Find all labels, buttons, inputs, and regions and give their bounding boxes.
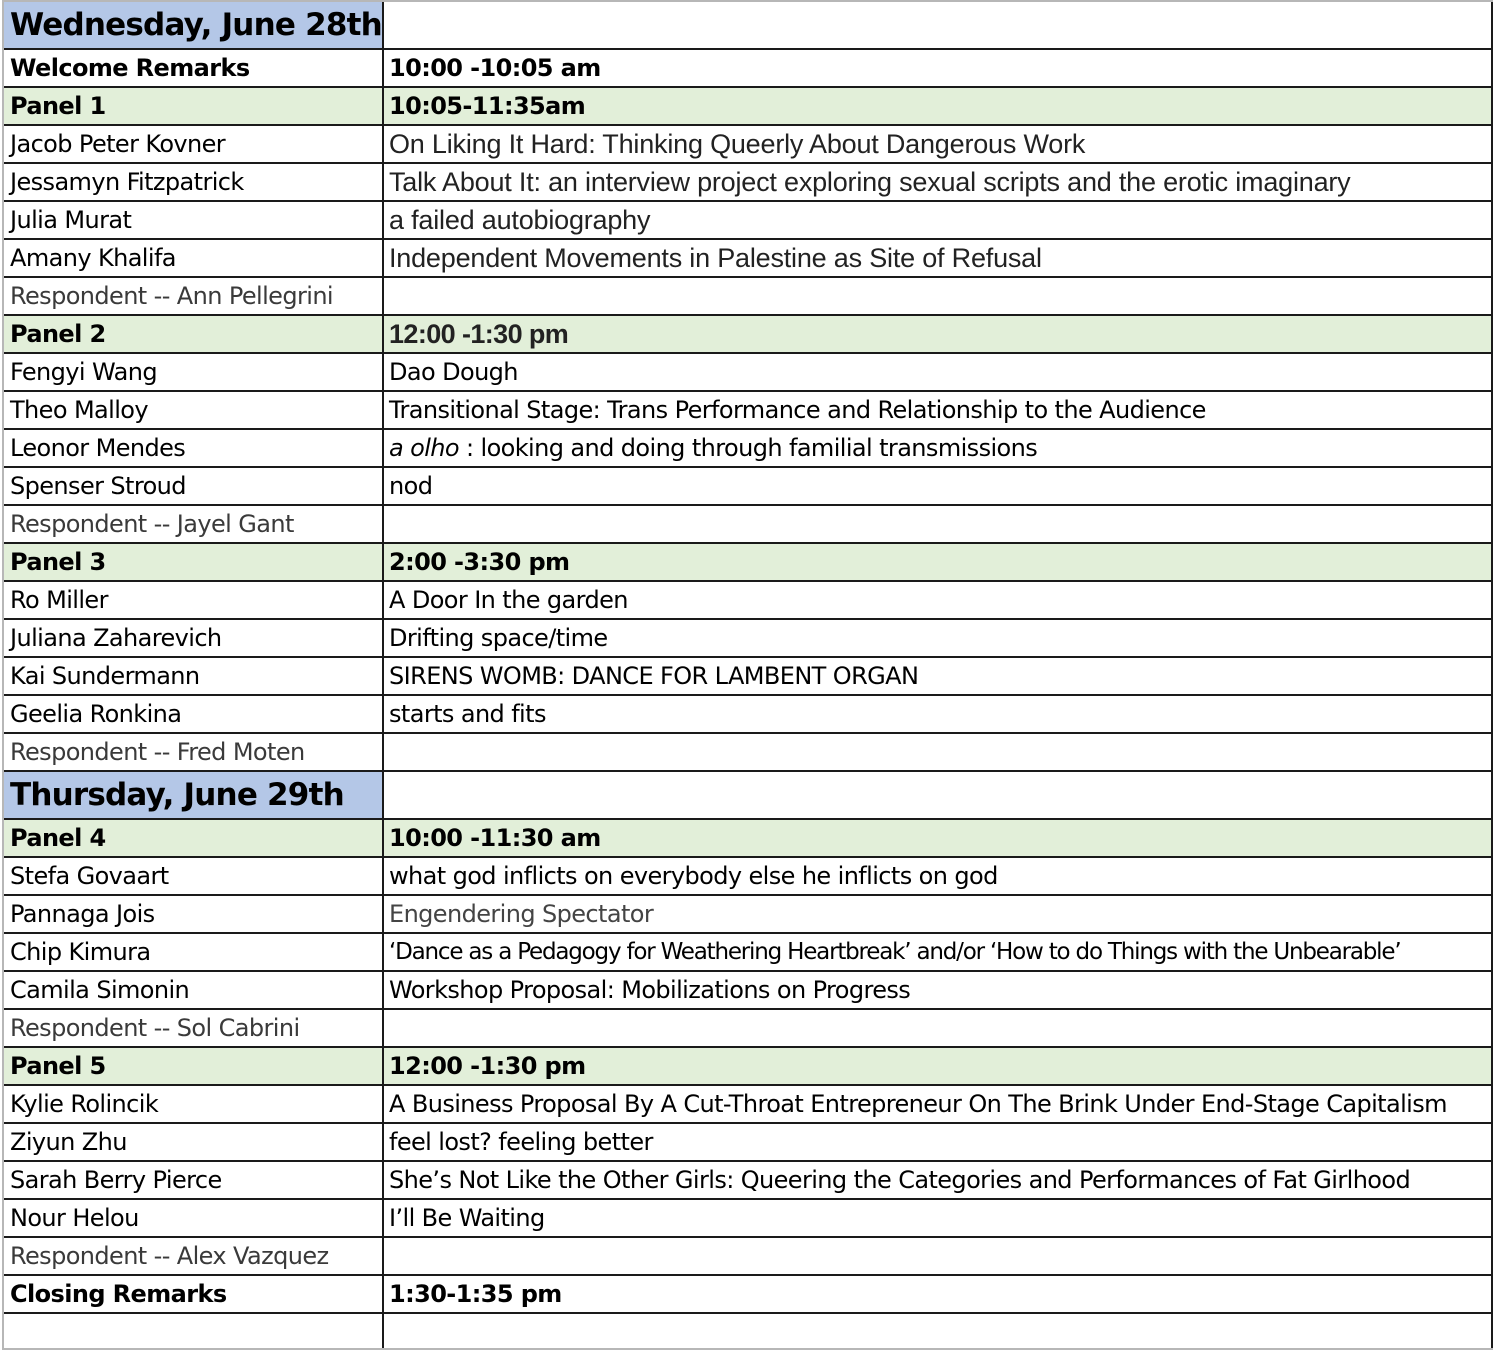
talk-title-cell[interactable]: Drifting space/time	[384, 620, 1493, 656]
presenter-cell[interactable]: Ro Miller	[4, 582, 384, 618]
talk-row	[4, 934, 1493, 972]
respondent-cell[interactable]: Respondent -- Fred Moten	[4, 734, 384, 770]
talk-row	[4, 896, 1493, 934]
talk-row	[4, 1086, 1493, 1124]
talk-row	[4, 164, 1493, 202]
talk-title-cell[interactable]: Dao Dough	[384, 354, 1493, 390]
presenter-cell[interactable]: Spenser Stroud	[4, 468, 384, 504]
panel-time-cell[interactable]: 12:00 -1:30 pm	[384, 316, 1493, 352]
schedule-table	[2, 0, 1493, 1350]
panel-row	[4, 1048, 1493, 1086]
talk-row	[4, 1200, 1493, 1238]
empty-cell[interactable]	[384, 506, 1493, 542]
panel-time-cell[interactable]: 10:00 -11:30 am	[384, 820, 1493, 856]
day-header-row	[4, 772, 1493, 820]
talk-title-cell[interactable]: Transitional Stage: Trans Performance and Relationship to the Audience	[384, 392, 1493, 428]
panel-row	[4, 316, 1493, 354]
blank-row	[4, 1314, 1493, 1350]
presenter-cell[interactable]: Julia Murat	[4, 202, 384, 238]
talk-title-cell[interactable]: I’ll Be Waiting	[384, 1200, 1493, 1236]
respondent-row	[4, 506, 1493, 544]
presenter-cell[interactable]: Kai Sundermann	[4, 658, 384, 694]
talk-row	[4, 582, 1493, 620]
section-time-cell[interactable]: 1:30-1:35 pm	[384, 1276, 1493, 1312]
respondent-row	[4, 278, 1493, 316]
day-title-cell[interactable]: Wednesday, June 28th	[4, 2, 384, 48]
presenter-cell[interactable]: Kylie Rolincik	[4, 1086, 384, 1122]
talk-row	[4, 1162, 1493, 1200]
talk-title-cell[interactable]: She’s Not Like the Other Girls: Queering the Categories and Performances of Fat Girlhood	[384, 1162, 1493, 1198]
talk-row	[4, 202, 1493, 240]
presenter-cell[interactable]: Geelia Ronkina	[4, 696, 384, 732]
day-title-cell[interactable]: Thursday, June 29th	[4, 772, 384, 818]
panel-row	[4, 88, 1493, 126]
respondent-cell[interactable]: Respondent -- Sol Cabrini	[4, 1010, 384, 1046]
panel-row	[4, 544, 1493, 582]
panel-time-cell[interactable]: 10:05-11:35am	[384, 88, 1493, 124]
empty-cell[interactable]	[384, 278, 1493, 314]
talk-row	[4, 126, 1493, 164]
panel-label-cell[interactable]: Panel 3	[4, 544, 384, 580]
talk-row	[4, 658, 1493, 696]
presenter-cell[interactable]: Fengyi Wang	[4, 354, 384, 390]
panel-label-cell[interactable]: Panel 5	[4, 1048, 384, 1084]
panel-label-cell[interactable]: Panel 2	[4, 316, 384, 352]
talk-title-cell[interactable]: what god inflicts on everybody else he inflicts on god	[384, 858, 1493, 894]
respondent-cell[interactable]: Respondent -- Alex Vazquez	[4, 1238, 384, 1274]
presenter-cell[interactable]: Amany Khalifa	[4, 240, 384, 276]
empty-cell[interactable]	[384, 1314, 1493, 1348]
presenter-cell[interactable]: Sarah Berry Pierce	[4, 1162, 384, 1198]
talk-title-cell[interactable]: a failed autobiography	[384, 202, 1493, 238]
empty-cell[interactable]	[384, 772, 1493, 818]
presenter-cell[interactable]: Stefa Govaart	[4, 858, 384, 894]
talk-title-cell[interactable]: nod	[384, 468, 1493, 504]
talk-row	[4, 392, 1493, 430]
respondent-row	[4, 1238, 1493, 1276]
day-header-row	[4, 2, 1493, 50]
talk-title-cell[interactable]: Independent Movements in Palestine as Site of Refusal	[384, 240, 1493, 276]
presenter-cell[interactable]: Ziyun Zhu	[4, 1124, 384, 1160]
talk-row	[4, 468, 1493, 506]
section-row	[4, 1276, 1493, 1314]
talk-title-cell[interactable]	[384, 430, 1493, 466]
presenter-cell[interactable]: Nour Helou	[4, 1200, 384, 1236]
panel-row	[4, 820, 1493, 858]
talk-title-cell[interactable]: starts and fits	[384, 696, 1493, 732]
section-time-cell[interactable]: 10:00 -10:05 am	[384, 50, 1493, 86]
section-row	[4, 50, 1493, 88]
talk-row	[4, 858, 1493, 896]
panel-label-cell[interactable]: Panel 4	[4, 820, 384, 856]
talk-title-cell[interactable]: A Business Proposal By A Cut-Throat Entrepreneur On The Brink Under End-Stage Capitalism	[384, 1086, 1493, 1122]
talk-row	[4, 696, 1493, 734]
talk-title-cell[interactable]: SIRENS WOMB: DANCE FOR LAMBENT ORGAN	[384, 658, 1493, 694]
talk-row	[4, 620, 1493, 658]
talk-row	[4, 240, 1493, 278]
talk-title-cell[interactable]: Workshop Proposal: Mobilizations on Progress	[384, 972, 1493, 1008]
empty-cell[interactable]	[384, 1010, 1493, 1046]
panel-time-cell[interactable]: 2:00 -3:30 pm	[384, 544, 1493, 580]
section-label-cell[interactable]: Closing Remarks	[4, 1276, 384, 1312]
presenter-cell[interactable]: Pannaga Jois	[4, 896, 384, 932]
talk-title-cell[interactable]: ‘Dance as a Pedagogy for Weathering Heartbreak’ and/or ‘How to do Things with the Unbearable’	[384, 934, 1493, 970]
talk-title-cell[interactable]: feel lost? feeling better	[384, 1124, 1493, 1160]
title-rest: : looking and doing through familial transmissions	[458, 434, 1038, 462]
talk-title-cell[interactable]: Engendering Spectator	[384, 896, 1493, 932]
presenter-cell[interactable]: Jacob Peter Kovner	[4, 126, 384, 162]
respondent-row	[4, 734, 1493, 772]
section-label-cell[interactable]: Welcome Remarks	[4, 50, 384, 86]
italic-title-part: a olho	[389, 434, 459, 462]
empty-cell[interactable]	[384, 1238, 1493, 1274]
presenter-cell[interactable]: Jessamyn Fitzpatrick	[4, 164, 384, 200]
empty-cell[interactable]	[4, 1314, 384, 1348]
presenter-cell[interactable]: Chip Kimura	[4, 934, 384, 970]
respondent-cell[interactable]: Respondent -- Jayel Gant	[4, 506, 384, 542]
presenter-cell[interactable]: Camila Simonin	[4, 972, 384, 1008]
presenter-cell[interactable]: Theo Malloy	[4, 392, 384, 428]
respondent-cell[interactable]: Respondent -- Ann Pellegrini	[4, 278, 384, 314]
talk-row	[4, 354, 1493, 392]
panel-label-cell[interactable]: Panel 1	[4, 88, 384, 124]
talk-title-cell[interactable]: On Liking It Hard: Thinking Queerly About Dangerous Work	[384, 126, 1493, 162]
panel-time-cell[interactable]: 12:00 -1:30 pm	[384, 1048, 1493, 1084]
empty-cell[interactable]	[384, 2, 1493, 48]
talk-row	[4, 430, 1493, 468]
presenter-cell[interactable]: Leonor Mendes	[4, 430, 384, 466]
empty-cell[interactable]	[384, 734, 1493, 770]
presenter-cell[interactable]: Juliana Zaharevich	[4, 620, 384, 656]
talk-title-cell[interactable]: Talk About It: an interview project exploring sexual scripts and the erotic imaginary	[384, 164, 1493, 200]
talk-title-cell[interactable]: A Door In the garden	[384, 582, 1493, 618]
talk-row	[4, 1124, 1493, 1162]
talk-row	[4, 972, 1493, 1010]
respondent-row	[4, 1010, 1493, 1048]
